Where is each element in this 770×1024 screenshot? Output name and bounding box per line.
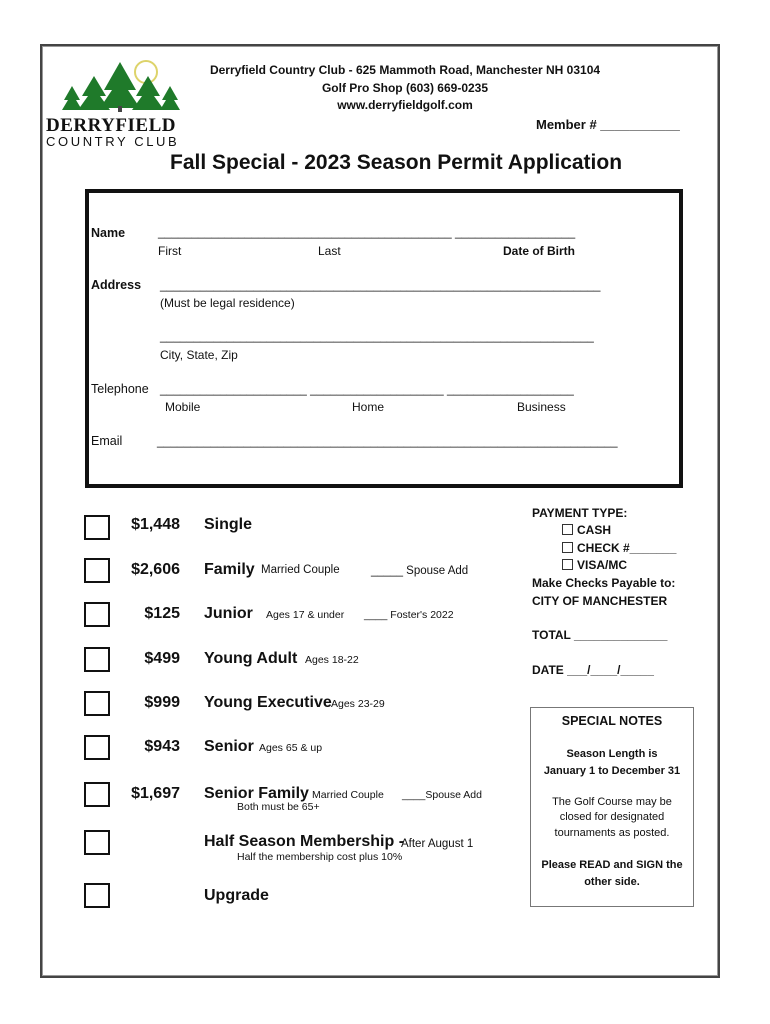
read-sign-line2: other side.: [584, 876, 640, 888]
senior-family-price: $1,697: [131, 785, 180, 802]
season-length-line2: January 1 to December 31: [543, 765, 681, 777]
single-title: Single: [204, 516, 253, 533]
date-field[interactable]: DATE ___/____/_____: [532, 663, 654, 677]
check-checkbox[interactable]: [562, 542, 573, 553]
mobile-label: Mobile: [165, 400, 201, 414]
member-number-field[interactable]: Member # ___________: [536, 117, 680, 132]
first-name-label: First: [158, 244, 182, 258]
young-executive-price: $999: [144, 694, 180, 711]
payable-to-label: Make Checks Payable to:: [532, 576, 676, 590]
young-executive-detail: Ages 23-29: [331, 698, 385, 710]
email-field[interactable]: _____________________________________________________________________: [157, 434, 618, 448]
closed-note-line2: closed for designated: [559, 811, 665, 823]
club-website: www.derryfieldgolf.com: [337, 98, 473, 112]
senior-detail: Ages 65 & up: [259, 742, 323, 754]
young-adult-title: Young Adult: [204, 650, 298, 667]
young-adult-detail: Ages 18-22: [305, 654, 359, 666]
pro-shop-phone: Golf Pro Shop (603) 669-0235: [321, 81, 489, 95]
junior-price: $125: [144, 605, 180, 622]
visa-option[interactable]: [562, 558, 627, 572]
business-label: Business: [517, 400, 566, 414]
address-label: Address: [91, 278, 142, 292]
check-option[interactable]: [562, 541, 676, 555]
single-price: $1,448: [131, 516, 180, 533]
upgrade-title: Upgrade: [204, 887, 269, 904]
cash-checkbox[interactable]: [562, 524, 573, 535]
telephone-label: Telephone: [91, 382, 149, 396]
name-field[interactable]: ____________________________________________ __________________: [158, 225, 576, 239]
half-season-checkbox[interactable]: [84, 830, 110, 855]
senior-family-detail: Married Couple: [312, 789, 384, 801]
telephone-field[interactable]: ______________________ ____________________ ___________________: [160, 382, 574, 396]
name-label: Name: [91, 226, 126, 240]
half-season-detail: After August 1: [401, 838, 474, 850]
read-sign-line1: Please READ and SIGN the: [541, 859, 683, 871]
family-title: Family: [204, 561, 255, 578]
family-detail: Married Couple: [261, 564, 340, 576]
senior-price: $943: [144, 738, 180, 755]
address-field[interactable]: __________________________________________________________________: [160, 278, 601, 292]
payment-type-title: PAYMENT TYPE:: [532, 506, 628, 520]
city-state-zip-label: City, State, Zip: [160, 348, 238, 362]
closed-note-line3: tournaments as posted.: [554, 827, 670, 839]
page-title: Fall Special - 2023 Season Permit Application: [170, 151, 623, 174]
visa-checkbox[interactable]: [562, 559, 573, 570]
half-season-note: Half the membership cost plus 10%: [237, 851, 403, 863]
season-length-line1: Season Length is: [566, 748, 658, 760]
upgrade-checkbox[interactable]: [84, 883, 110, 908]
address-note: (Must be legal residence): [160, 296, 295, 310]
senior-title: Senior: [204, 738, 254, 755]
cash-label: CASH: [577, 523, 612, 537]
logo-subtitle: COUNTRY CLUB: [46, 134, 180, 149]
family-spouse-add[interactable]: _____ Spouse Add: [371, 565, 469, 577]
young-adult-price: $499: [144, 650, 180, 667]
young-executive-title: Young Executive: [204, 694, 332, 711]
senior-family-note: Both must be 65+: [237, 801, 320, 813]
email-label: Email: [91, 434, 123, 448]
family-price: $2,606: [131, 561, 180, 578]
home-label: Home: [352, 400, 385, 414]
special-notes-title: SPECIAL NOTES: [561, 714, 663, 728]
total-field[interactable]: TOTAL ______________: [532, 628, 668, 642]
junior-fosters[interactable]: ____ Foster's 2022: [364, 609, 454, 621]
payable-to-name: CITY OF MANCHESTER: [532, 594, 668, 608]
club-address: Derryfield Country Club - 625 Mammoth Road, Manchester NH 03104: [209, 63, 601, 77]
tree-logo-icon: [62, 58, 182, 114]
check-label: CHECK #_______: [577, 541, 677, 555]
dob-label: Date of Birth: [503, 244, 575, 258]
last-name-label: Last: [318, 244, 341, 258]
visa-label: VISA/MC: [577, 558, 628, 572]
senior-family-title: Senior Family: [204, 785, 309, 802]
cash-option[interactable]: [562, 523, 611, 537]
logo-wordmark: DERRYFIELD: [46, 115, 176, 136]
senior-family-spouse-add[interactable]: ____Spouse Add: [402, 789, 482, 801]
junior-title: Junior: [204, 605, 253, 622]
junior-detail: Ages 17 & under: [266, 609, 345, 621]
closed-note-line1: The Golf Course may be: [552, 796, 672, 808]
city-state-zip-field[interactable]: _________________________________________________________________: [160, 329, 594, 343]
half-season-title: Half Season Membership -: [204, 833, 405, 850]
